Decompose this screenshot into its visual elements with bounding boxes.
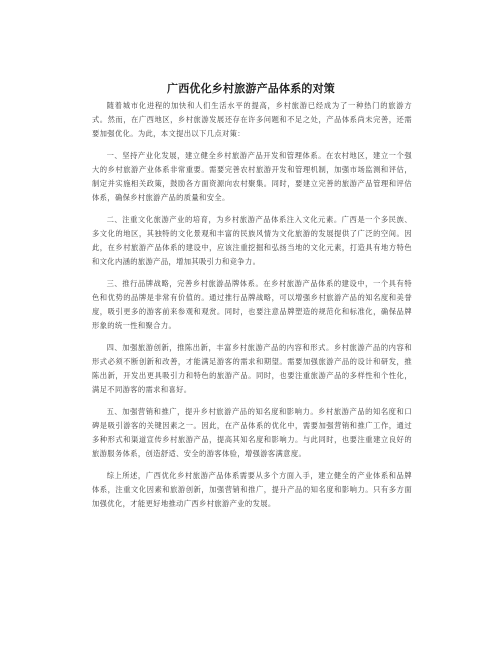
document-body [92, 99, 412, 519]
paragraph-point-3: 三、推行品牌战略，完善乡村旅游品牌体系。在乡村旅游产品体系的建设中，一个具有特色和优势的品牌是非常有价值的。通过推行品牌战略，可以增强乡村旅游产品的知名度和美誉度，吸引更多的游客前来参观和观赏。同时，也要注意品牌塑造的规范化和标准化，确保品牌形象的统一性和聚合力。 [92, 279, 412, 330]
paragraph-intro: 随着城市化进程的加快和人们生活水平的提高，乡村旅游已经成为了一种热门的旅游方式。然而，在广西地区，乡村旅游发展还存在许多问题和不足之处，产品体系尚未完善，还需要加强优化。为此，本文提出以下几点对策： [92, 101, 412, 138]
paragraph-point-4: 四、加强旅游创新，推陈出新，丰富乡村旅游产品的内容和形式。乡村旅游产品的内容和形式必须不断创新和改善，才能满足游客的需求和期望。需要加强旅游产品的设计和研发，推陈出新，开发出更具吸引力和特色的旅游产品。同时，也要注重旅游产品的多样性和个性化，满足不同游客的需求和喜好。 [92, 343, 412, 394]
paragraph-point-5: 五、加强营销和推广，提升乡村旅游产品的知名度和影响力。乡村旅游产品的知名度和口碑是吸引游客的关键因素之一。因此，在产品体系的优化中，需要加强营销和推广工作，通过多种形式和渠道宣传乡村旅游产品，提高其知名度和影响力。与此同时，也要注重建立良好的旅游服务体系，创造舒适、安全的游客体验，增强游客满意度。 [92, 407, 412, 458]
paragraph-point-2: 二、注重文化旅游产业的培育，为乡村旅游产品体系注入文化元素。广西是一个多民族、多文化的地区，其独特的文化景观和丰富的民族风情为文化旅游的发展提供了广泛的空间。因此，在乡村旅游产品体系的建设中，应该注重挖掘和弘扬当地的文化元素，打造具有地方特色和文化内涵的旅游产品，增加其吸引力和竞争力。 [92, 215, 412, 266]
paragraph-conclusion: 综上所述，广西优化乡村旅游产品体系需要从多个方面入手，建立健全的产业体系和品牌体系，注重文化因素和旅游创新，加强营销和推广，提升产品的知名度和影响力。只有多方面加强优化，才能更好地推动广西乡村旅游产业的发展。 [92, 471, 412, 508]
document-title: 广西优化乡村旅游产品体系的对策 [167, 82, 335, 95]
paragraph-point-1: 一、坚持产业化发展，建立健全乡村旅游产品开发和管理体系。在农村地区，建立一个强大的乡村旅游产业体系非常重要。需要完善农村旅游开发和管理机制，加强市场监测和评估，制定并实施相关政策，鼓励各方面资源向农村聚集。同时，要建立完善的旅游产品管理和评估体系，确保乡村旅游产品的质量和安全。 [92, 151, 412, 202]
